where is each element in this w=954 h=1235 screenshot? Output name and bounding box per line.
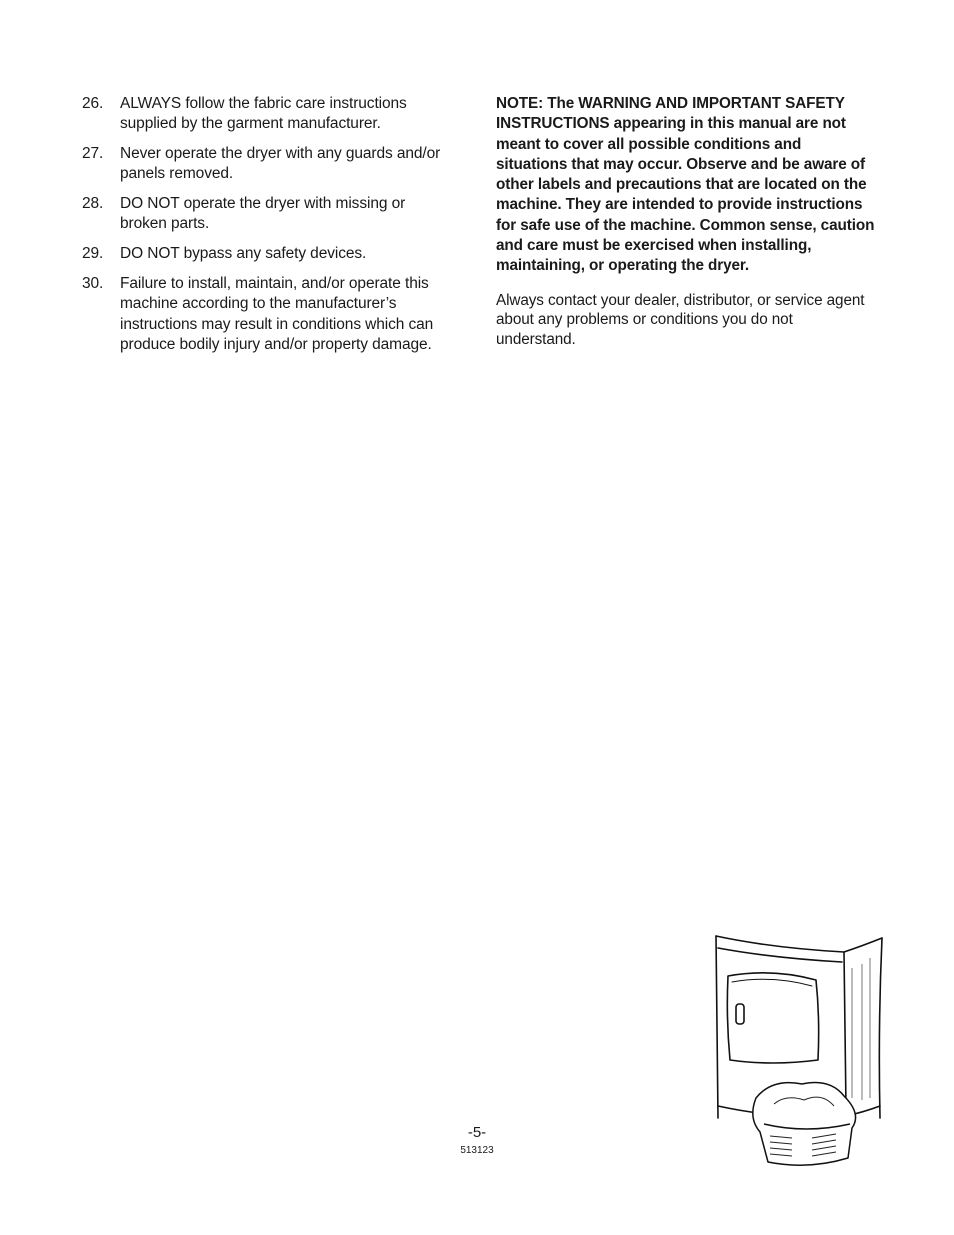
item-number: 27. bbox=[82, 145, 104, 163]
safety-instructions-list bbox=[82, 94, 452, 365]
document-code: 513123 bbox=[460, 1145, 494, 1156]
item-number: 28. bbox=[82, 195, 104, 213]
item-text: DO NOT bypass any safety devices. bbox=[120, 245, 367, 263]
list-item bbox=[82, 274, 452, 355]
item-text: ALWAYS follow the fabric care instructions supplied by the garment manufacturer. bbox=[120, 95, 407, 133]
item-number: 29. bbox=[82, 245, 104, 263]
note-section bbox=[496, 94, 876, 349]
list-item bbox=[82, 244, 452, 264]
list-item bbox=[82, 194, 452, 235]
list-item bbox=[82, 94, 452, 135]
item-number: 30. bbox=[82, 275, 104, 293]
item-text: Never operate the dryer with any guards and/or panels removed. bbox=[120, 145, 441, 183]
item-number: 26. bbox=[82, 95, 104, 112]
safety-note: NOTE: The WARNING AND IMPORTANT SAFETY INSTRUCTIONS appearing in this manual are not meant to cover all possible conditions and situations that may occur. Observe and be aware of other labels and precautions that are located on the machine. They are intended to provide instructions for safe use of the machine. Common sense, caution and care must be exercised when installing, maintaining, or operating the dryer. bbox=[496, 95, 875, 275]
contact-paragraph: Always contact your dealer, distributor, or service agent about any problems or conditions you do not understand. bbox=[496, 291, 865, 348]
list-item bbox=[82, 144, 452, 185]
item-text: DO NOT operate the dryer with missing or broken parts. bbox=[120, 195, 406, 233]
item-text: Failure to install, maintain, and/or operate this machine according to the manufacturer’s instructions may result in conditions which can produce bodily injury and/or property damage. bbox=[120, 275, 434, 353]
page-number: -5- bbox=[467, 1124, 487, 1141]
